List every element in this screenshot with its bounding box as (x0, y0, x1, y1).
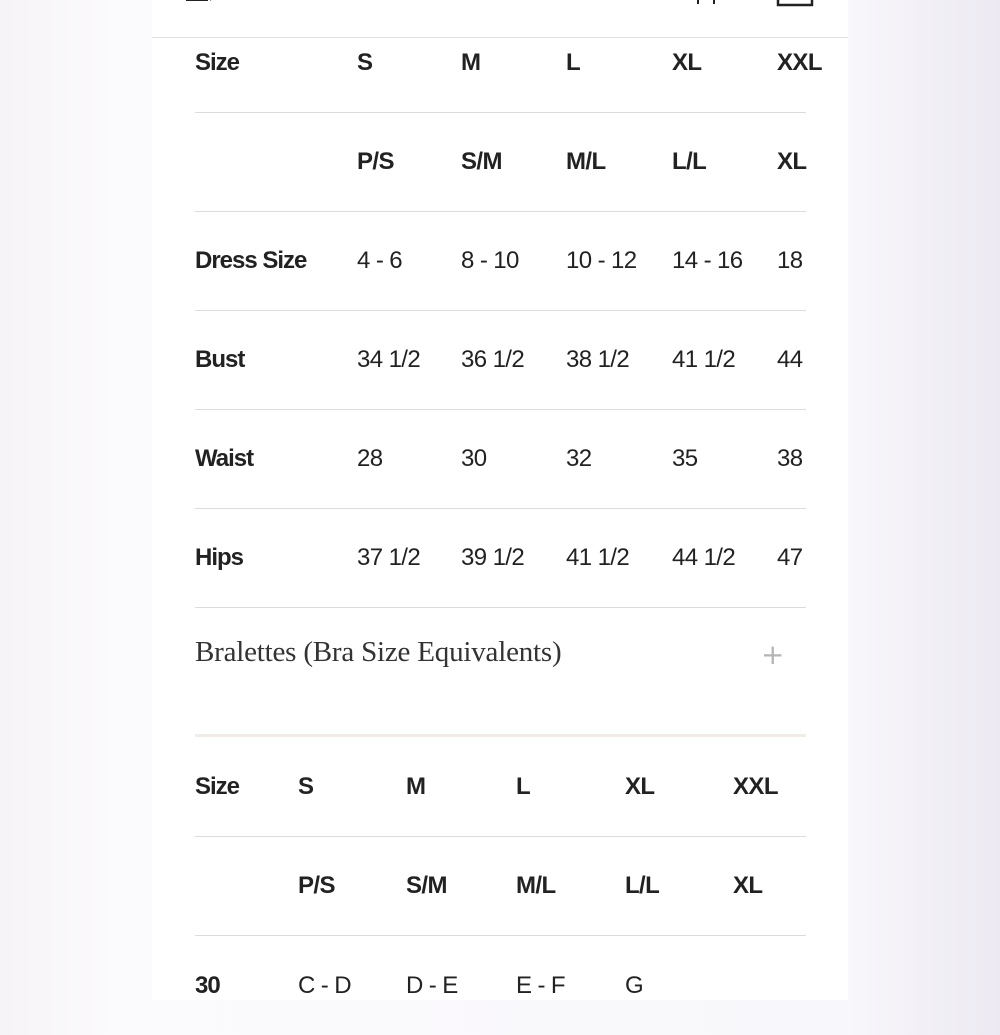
table-row (195, 837, 806, 936)
plus-icon[interactable]: + (761, 638, 785, 671)
row-label: Size (195, 773, 240, 800)
section-divider (195, 734, 806, 737)
bralettes-accordion-header[interactable] (195, 636, 806, 702)
row-label: Bust (195, 346, 245, 373)
table-row (195, 14, 822, 113)
size-cell: L/L (625, 872, 660, 899)
value-cell: 18 (777, 247, 803, 274)
value-cell: 44 1/2 (672, 544, 736, 571)
size-cell: XL (733, 872, 763, 899)
value-cell: 37 1/2 (357, 544, 421, 571)
row-label: Waist (195, 445, 254, 472)
value-cell: 32 (566, 445, 592, 472)
value-cell: 39 1/2 (461, 544, 525, 571)
size-cell: M (406, 773, 426, 800)
size-chart-content (195, 0, 822, 1000)
value-cell: 14 - 16 (672, 247, 743, 274)
bralette-size-table (195, 738, 806, 1035)
size-cell: S (357, 49, 373, 76)
value-cell: 10 - 12 (566, 247, 637, 274)
size-cell: M/L (566, 148, 606, 175)
table-row (195, 509, 806, 608)
value-cell: 41 1/2 (672, 346, 736, 373)
value-cell: 44 (777, 346, 803, 373)
table-row (195, 738, 806, 837)
value-cell: D - E (406, 971, 458, 999)
value-cell: 38 1/2 (566, 346, 630, 373)
value-cell: 38 (777, 445, 803, 472)
size-cell: P/S (298, 872, 335, 899)
size-cell: L (516, 773, 531, 800)
size-cell: S/M (461, 148, 502, 175)
size-cell: XXL (733, 773, 778, 800)
size-cell: P/S (357, 148, 394, 175)
table-row (195, 212, 806, 311)
size-cell: M/L (516, 872, 556, 899)
size-cell: XXL (777, 49, 822, 76)
clothing-size-table (195, 14, 822, 608)
value-cell: 47 (777, 544, 803, 571)
row-label: Dress Size (195, 247, 307, 274)
table-row (195, 113, 806, 212)
size-cell: XL (777, 148, 807, 175)
table-row (195, 311, 806, 410)
value-cell: 35 (672, 445, 698, 472)
size-cell: S (298, 773, 314, 800)
row-label: 30 (195, 971, 220, 999)
table-row (195, 936, 806, 1035)
value-cell: 8 - 10 (461, 247, 519, 274)
size-cell: L/L (672, 148, 707, 175)
value-cell: 41 1/2 (566, 544, 630, 571)
value-cell: E - F (516, 971, 565, 999)
value-cell: C - D (298, 971, 351, 999)
table-row (195, 410, 806, 509)
size-cell: XL (625, 773, 655, 800)
size-cell: L (566, 49, 581, 76)
size-cell: S/M (406, 872, 447, 899)
value-cell: 28 (357, 445, 383, 472)
value-cell: 36 1/2 (461, 346, 525, 373)
row-label: Size (195, 49, 240, 76)
size-cell: XL (672, 49, 702, 76)
value-cell: 34 1/2 (357, 346, 421, 373)
value-cell: 30 (461, 445, 487, 472)
size-chart-panel (152, 0, 848, 1000)
section-title: Bralettes (Bra Size Equivalents) (195, 636, 562, 668)
value-cell: 4 - 6 (357, 247, 403, 274)
size-cell: M (461, 49, 481, 76)
row-label: Hips (195, 544, 244, 571)
value-cell: G (625, 971, 644, 999)
